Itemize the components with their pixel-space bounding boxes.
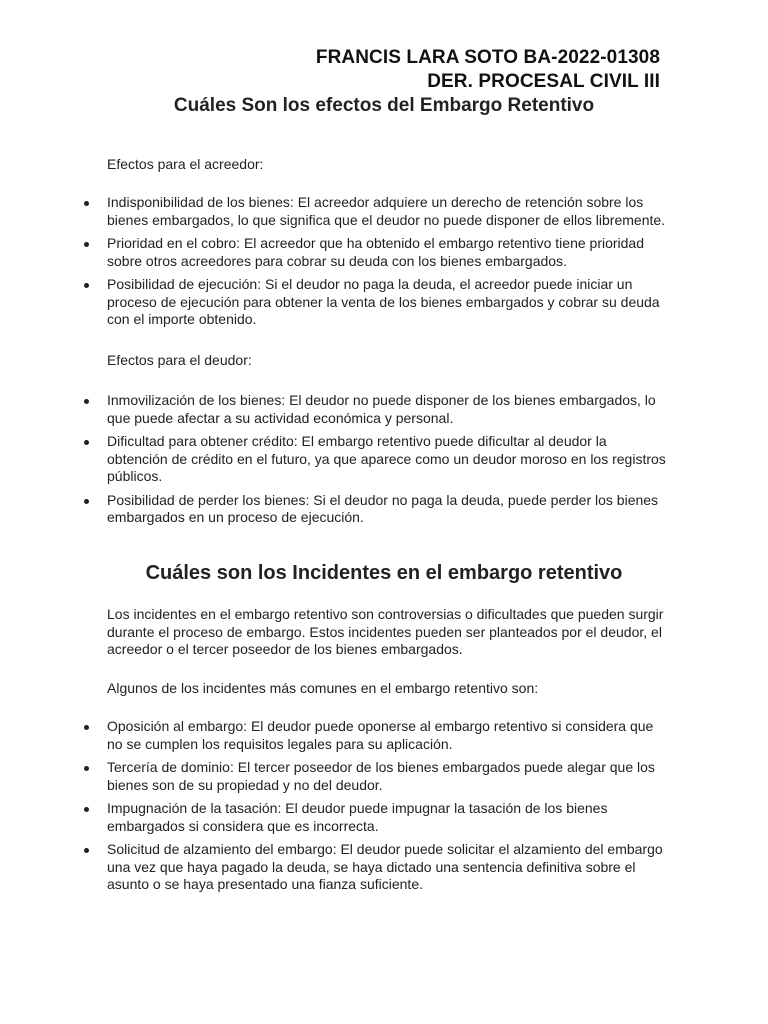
list-item-text: Tercería de dominio: El tercer poseedor de los bienes embargados puede alegar que los bienes son de su propiedad y no del deudor.	[107, 759, 655, 793]
list-item-text: Prioridad en el cobro: El acreedor que ha obtenido el embargo retentivo tiene prioridad sobre otros acreedores para cobrar su deuda con los bienes embargados.	[107, 235, 645, 269]
course-line: DER. PROCESAL CIVIL III	[427, 71, 660, 92]
comunes-heading: Algunos de los incidentes más comunes en el embargo retentivo son:	[107, 680, 539, 696]
list-item	[0, 433, 667, 486]
list-item	[0, 841, 667, 894]
bullet-icon	[84, 725, 89, 730]
list-item	[0, 276, 667, 329]
list-item	[0, 194, 667, 229]
list-item	[0, 759, 667, 794]
list-item-text: Indisponibilidad de los bienes: El acreedor adquiere un derecho de retención sobre los bienes embargados, lo que significa que el deudor no puede disponer de ellos libremente.	[107, 194, 666, 228]
bullet-icon	[84, 499, 89, 504]
list-item	[0, 492, 667, 527]
bullet-icon	[84, 766, 89, 771]
list-item-text: Oposición al embargo: El deudor puede oponerse al embargo retentivo si considera que no se cumplen los requisitos legales para su aplicación.	[107, 718, 654, 752]
incidentes-list	[0, 718, 768, 900]
section-title-incidentes: Cuáles son los Incidentes en el embargo retentivo	[145, 562, 623, 584]
bullet-icon	[84, 242, 89, 247]
list-item	[0, 235, 667, 270]
incidentes-intro: Los incidentes en el embargo retentivo son controversias o dificultades que pueden surgir durante el proceso de embargo. Estos incidentes pueden ser planteados por el deudor, el acreedor o el tercer poseedor de los bienes embargados.	[107, 606, 664, 657]
list-item-text: Posibilidad de ejecución: Si el deudor no paga la deuda, el acreedor puede iniciar un proceso de ejecución para obtener la venta de los bienes embargados y cobrar su deuda con el importe obtenido.	[107, 276, 660, 327]
deudor-heading: Efectos para el deudor:	[107, 352, 252, 368]
acreedor-heading: Efectos para el acreedor:	[107, 156, 264, 172]
list-item-text: Impugnación de la tasación: El deudor puede impugnar la tasación de los bienes embargados si considera que es incorrecta.	[107, 800, 608, 834]
list-item	[0, 718, 667, 753]
bullet-icon	[84, 807, 89, 812]
bullet-icon	[84, 440, 89, 445]
list-item	[0, 392, 667, 427]
bullet-icon	[84, 399, 89, 404]
bullet-icon	[84, 283, 89, 288]
author-line: FRANCIS LARA SOTO BA-2022-01308	[315, 47, 660, 68]
list-item-text: Posibilidad de perder los bienes: Si el deudor no paga la deuda, puede perder los bienes embargados en un proceso de ejecución.	[107, 491, 659, 525]
bullet-icon	[84, 201, 89, 206]
list-item-text: Inmovilización de los bienes: El deudor no puede disponer de los bienes embargados, lo que puede afectar a su actividad económica y personal.	[107, 392, 656, 426]
deudor-list	[0, 392, 768, 533]
list-item	[0, 800, 667, 835]
acreedor-list	[0, 194, 768, 335]
list-item-text: Dificultad para obtener crédito: El embargo retentivo puede dificultar al deudor la obtención de crédito en el futuro, ya que aparece como un deudor moroso en los registros públicos.	[107, 433, 666, 484]
section-title-efectos: Cuáles Son los efectos del Embargo Retentivo	[173, 95, 595, 116]
bullet-icon	[84, 848, 89, 853]
list-item-text: Solicitud de alzamiento del embargo: El deudor puede solicitar el alzamiento del embargo una vez que haya pagado la deuda, se haya dictado una sentencia definitiva sobre el asunto o se haya presentado una fianza suficiente.	[107, 841, 663, 892]
